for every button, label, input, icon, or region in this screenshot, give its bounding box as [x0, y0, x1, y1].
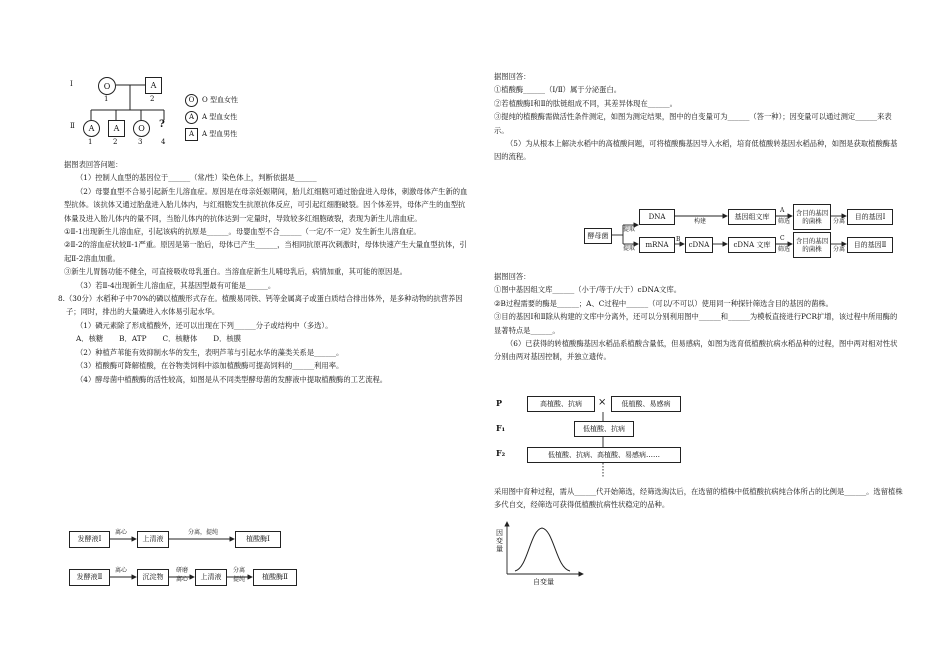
pedigree-num: 3: [138, 138, 143, 146]
breeding-p-parent-2: 低植酸、易感病: [611, 396, 681, 412]
flow1-label: 分离，提纯: [188, 529, 219, 536]
flow2-label: 提取: [623, 226, 636, 233]
right-q6-intro: 据图回答：: [494, 272, 531, 281]
question-1: （1）控制人血型的基因位于______（常/性）染色体上，判断依据是______: [76, 173, 317, 183]
flow2-target-gene-1: 目的基因Ⅰ: [847, 209, 893, 225]
pedigree-num: 1: [88, 138, 93, 146]
question-2: （2）母婴血型不合易引起新生儿溶血症。原因是在母亲妊娠期间，胎儿红细胞可通过胎盘进入母体，刺激母体产生新的血型抗体。该抗体又通过胎盘进入胎儿体内，与红细胞发生抗原抗体反应，可引起红细胞破裂。因个体差异，母体产生的血型抗体量及进入胎儿体内的量不同，当胎儿体内的抗体达到一定量时，导致较多红细胞破裂，表现为新生儿溶血症。: [64, 186, 468, 223]
flow2-genomic-library: 基因组文库: [728, 209, 776, 225]
activity-curve-line: [515, 528, 570, 571]
flow1-phytase-2: 植酸酶Ⅱ: [253, 569, 297, 586]
right-q1: ①植酸酶______（Ⅰ/Ⅱ）属于分泌蛋白。: [494, 85, 622, 95]
right-q2: ②若植酸酶Ⅰ和Ⅱ的肽链组成不同，其差异体现在______。: [494, 98, 677, 108]
flow2-label: C: [780, 235, 785, 242]
pedigree-num: 2: [113, 138, 118, 146]
flow1-phytase-1: 植酸酶Ⅰ: [235, 531, 281, 548]
flow2-label: 筛选: [778, 246, 791, 253]
breeding-f2: 低植酸、抗病、高植酸、易感病……: [527, 447, 681, 463]
pedigree-I1-female: O: [98, 77, 116, 95]
question-8-3: （3）植酸酶可降解植酸，在谷物类饲料中添加植酸酶可提高饲料的______利用率。: [76, 361, 344, 371]
right-q6-3: ③目的基因Ⅰ和Ⅱ除从构建的文库中分离外，还可以分别利用图中______和______为模板直接进行PCR扩增，该过程中所用酶的显著特点是______。: [494, 312, 898, 335]
legend-circle-icon: A: [185, 111, 198, 124]
flow1-label: 研磨 离心: [175, 567, 188, 583]
option-d: D．核膜: [213, 334, 242, 344]
legend-square-icon: A: [185, 128, 198, 141]
generation-label-II: Ⅱ: [70, 122, 75, 130]
flow1-fermentation-1: 发酵液Ⅰ: [69, 531, 110, 548]
flow2-label: 提取: [623, 245, 636, 252]
left-intro: 据图表回答问题：: [64, 160, 123, 169]
pedigree-II4-unknown: ?: [159, 119, 165, 130]
flow2-mrna: mRNA: [639, 237, 675, 253]
pedigree-I2-male: A: [145, 77, 162, 94]
right-q3: ③提纯的植酸酶需做活性条件测定，如图为测定结果，图中的自变量可为______（答一种）；因变量可以通过测定______来表示。: [494, 112, 892, 135]
curve-y-label: 因变量: [496, 529, 503, 553]
option-a: A．核糖: [76, 334, 104, 344]
flow2-label: B: [676, 236, 681, 243]
question-8-2: （2）种植芦苇能有效抑制水华的发生，表明芦苇与引起水华的藻类关系是______。: [76, 347, 344, 357]
flow1-label: 分离 提纯: [232, 567, 245, 583]
question-8: 8.（30分）水稻种子中70%的磷以植酸形式存在。植酸易同铁、钙等金属离子或蛋白质结合排出体外，是多种动物的抗营养因子；同时，排出的大量磷进入水体易引起水华。: [58, 294, 463, 317]
flow1-supernatant-1: 上清液: [137, 531, 169, 548]
question-2-2: ②Ⅱ-2的溶血症状较Ⅱ-1严重。原因是第一胎后，母体已产生______，当相同抗原再次刺激时，母体快速产生大量血型抗体，引起Ⅱ-2溶血加重。: [64, 240, 467, 263]
question-8-4: （4）酵母菌中植酸酶的活性较高，如图是从不同类型酵母菌的发酵液中提取植酸酶的工艺流程。: [76, 374, 388, 384]
breeding-f1: 低植酸、抗病: [574, 421, 634, 437]
option-c: C．核糖体: [162, 334, 198, 344]
flow2-strain-1: 含目的基因的菌株: [793, 204, 831, 230]
flow2-cdna-library: cDNA 文库: [728, 237, 776, 253]
flow1-label: 离心: [115, 567, 128, 574]
pedigree-num: 1: [104, 95, 109, 103]
legend-circle-icon: O: [185, 94, 198, 107]
question-2-1: ①Ⅱ-1出现新生儿溶血症，引起该病的抗原是______。母婴血型不合______（一定/不一定）发生新生儿溶血症。: [64, 227, 421, 237]
flow2-yeast: 酵母菌: [584, 228, 612, 244]
flow2-label: A: [780, 207, 785, 214]
flow1-fermentation-2: 发酵液Ⅱ: [69, 569, 110, 586]
flow1-supernatant-2: 上清液: [195, 569, 227, 586]
pedigree-II2-male: A: [108, 120, 125, 137]
flow2-dna: DNA: [639, 209, 675, 225]
curve-x-label: 自变量: [533, 578, 554, 586]
breeding-f1-label: F₁: [496, 423, 506, 433]
flow2-label: 筛选: [778, 218, 791, 225]
breeding-p-parent-1: 高植酸、抗病: [527, 396, 595, 412]
legend-text: A 型血女性: [202, 113, 238, 121]
right-q5: （5）为从根本上解决水稻中的高植酸问题，可将植酸酶基因导入水稻，培育低植酸转基因水稻品种，如图是获取植酸酶基因的流程。: [494, 139, 898, 162]
right-q6-1: ①图中基因组文库______（小于/等于/大于）cDNA文库。: [494, 285, 682, 295]
flow1-precipitate: 沉淀物: [137, 569, 169, 586]
breeding-p-label: P: [496, 398, 503, 408]
flow2-label: 分离: [833, 218, 846, 225]
question-2-3: ③新生儿胃肠功能不健全，可直接吸收母乳蛋白。当溶血症新生儿哺母乳后，病情加重，其可能的原因是。: [64, 267, 407, 277]
legend-text: O 型血女性: [202, 96, 238, 104]
flow2-label: 构建: [694, 218, 707, 225]
generation-label-I: Ⅰ: [70, 80, 73, 88]
question-8-1: （1）磷元素除了形成植酸外，还可以出现在下列______分子或结构中（多选）。: [76, 320, 333, 330]
flow2-target-gene-2: 目的基因Ⅱ: [847, 237, 893, 253]
flow2-cdna: cDNA: [685, 237, 713, 253]
flow1-label: 离心: [115, 529, 128, 536]
option-b: B．ATP: [119, 334, 147, 344]
flow2-strain-2: 含目的基因的菌株: [793, 232, 831, 258]
right-intro: 据图回答：: [494, 72, 531, 81]
pedigree-num: 4: [161, 138, 166, 146]
breeding-f2-label: F₂: [496, 448, 506, 458]
pedigree-num: 2: [150, 95, 155, 103]
pedigree-II3-female: O: [133, 120, 150, 137]
legend-text: A 型血男性: [202, 130, 238, 138]
breeding-cross-sign: ×: [598, 397, 607, 408]
right-q6-2: ②B过程需要的酶是______；A、C过程中______（可以/不可以）使用同一种探针筛选含目的基因的菌株。: [494, 298, 833, 308]
flow2-label: 分离: [833, 246, 846, 253]
question-3: （3）若Ⅱ-4出现新生儿溶血症，其基因型最有可能是______。: [76, 280, 276, 290]
right-q6: （6）已获得的转植酸酶基因水稻品系植酸含量低，但易感病，如图为选育低植酸抗病水稻品种的过程，图中两对相对性状分别由两对基因控制，并独立遗传。: [494, 339, 898, 362]
right-q6-answer: 采用图中育种过程，需从______代开始筛选，经筛选淘汰后，在选留的植株中低植酸抗病纯合体所占的比例是______。选留植株多代自交，经筛选可获得低植酸抗病性状稳定的品种。: [494, 487, 903, 510]
pedigree-II1-female: A: [83, 120, 100, 137]
